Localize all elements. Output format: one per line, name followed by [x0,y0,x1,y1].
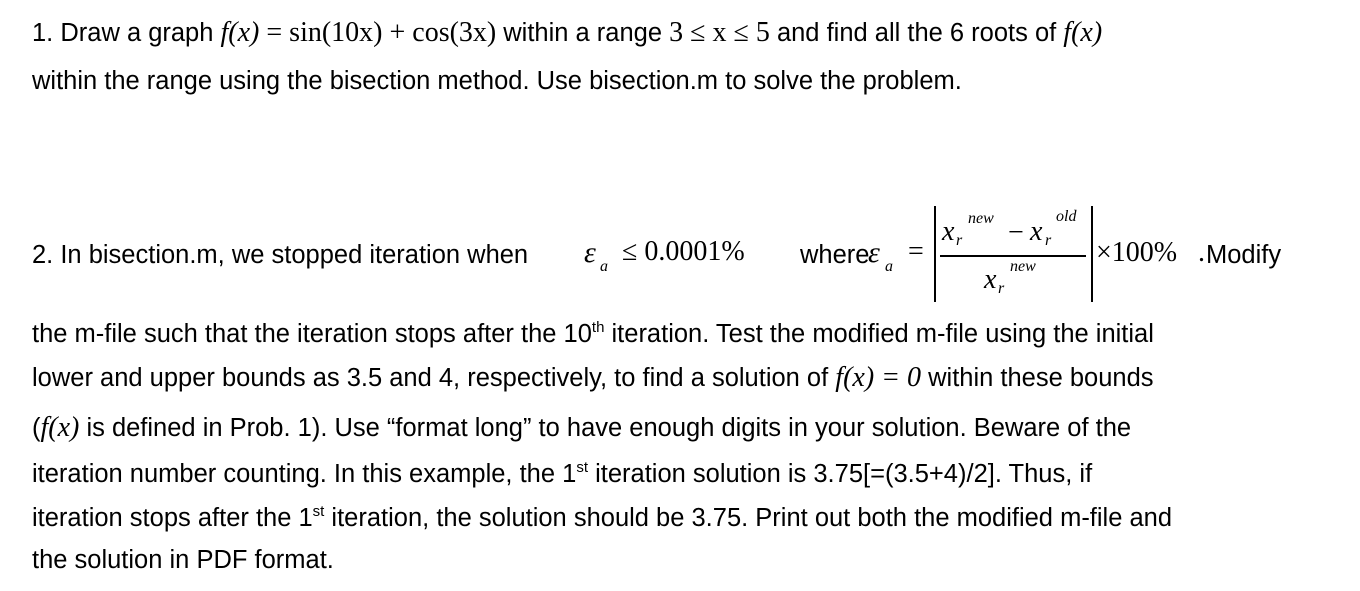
numerator-new-sup: new [968,210,994,227]
numerator-old-sup: old [1056,208,1077,225]
problem2-line5 [32,459,1092,489]
problem2-line6-b: iteration, the solution should be 3.75. Print out both the modified m-file and [324,504,1173,532]
problem2-line2-b: iteration. Test the modified m-file using the initial [604,320,1154,348]
equals-sign: = [908,236,924,267]
minus-sign: − [1008,217,1024,248]
problem1-line1 [32,18,1102,48]
denominator-xr: x [984,264,997,295]
problem2-line5-a: iteration number counting. In this example, the 1 [32,460,577,488]
problem2-line4-fx: f(x) [40,412,80,443]
problem2-line3-b: within these bounds [921,364,1154,392]
problem2-lead: 2. In bisection.m, we stopped iteration when [32,241,529,269]
denominator-r-sub: r [998,280,1005,297]
problem2-line2 [32,319,1154,349]
epsilon-symbol-2: ε [868,236,880,269]
superscript-st-1: st [576,459,588,476]
problem2-line4 [32,413,1131,443]
denominator-new-sup: new [1010,258,1036,275]
problem2-line2-a: the m-file such that the iteration stops after the 10 [32,320,592,348]
problem2-line7: the solution in PDF format. [32,546,334,574]
abs-bar-left [934,206,936,302]
superscript-th: th [591,319,605,336]
epsilon-subscript-2: a [885,258,893,275]
problem2-line3-a: lower and upper bounds as 3.5 and 4, respectively, to find a solution of [32,364,836,392]
problem2-line5-b: iteration solution is 3.75[=(3.5+4)/2]. Thus, if [588,460,1093,488]
fraction-rule [940,255,1086,257]
times-100-percent: ×100% [1096,237,1178,268]
equation-fx-zero: f(x) = 0 [835,362,922,393]
problem1-text-intro: 1. Draw a graph [32,19,221,47]
modify-text: Modify [1206,241,1282,269]
superscript-st-2: st [312,503,325,520]
numerator-r-sub: r [956,232,963,249]
abs-bar-right [1091,206,1093,302]
formula-period: . [1198,237,1205,268]
problem2-line6 [32,503,1172,533]
problem2-line3 [32,363,1154,393]
where-text: where [800,241,870,269]
epsilon-subscript: a [600,258,608,275]
numerator-r-sub-old: r [1045,232,1052,249]
problem2-line6-a: iteration stops after the 1 [32,504,313,532]
problem1-range: 3 ≤ x ≤ 5 [669,17,770,48]
problem1-fx: f(x) [220,17,260,48]
epsilon-symbol: ε [584,236,596,269]
stopping-condition: ≤ 0.0001% [622,236,745,267]
problem1-fx-2: f(x) [1063,17,1103,48]
problem1-text-range: within a range [503,19,670,47]
problem1-text-roots: and find all the 6 roots of [769,19,1064,47]
numerator-xr-old: x [1030,216,1043,247]
numerator-xr: x [942,216,955,247]
problem2-line4-b: is defined in Prob. 1). Use “format long” to have enough digits in your solution. Beware of the [79,414,1132,442]
problem2-line4-paren: ( [32,414,41,442]
problem1-function-def: = sin(10x) + cos(3x) [259,17,504,48]
problem1-line2: within the range using the bisection method. Use bisection.m to solve the problem. [32,67,962,95]
